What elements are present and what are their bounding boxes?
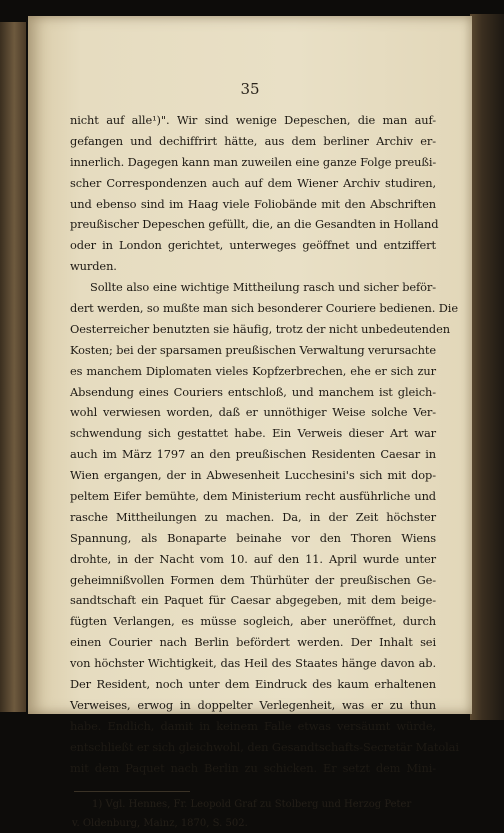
page-number: 35 xyxy=(240,80,260,98)
paragraph-1 xyxy=(70,110,439,277)
text-line: Absendung eines Couriers entschloß, und manchem ist gleich- xyxy=(70,384,436,399)
text-line: geheimnißvollen Formen dem Thürhüter der preußischen Ge- xyxy=(70,572,436,587)
left-page-edge xyxy=(0,22,26,712)
paragraph-2 xyxy=(70,277,459,778)
text-line: entschließt er sich gleichwohl, den Gesandtschafts-Secretär Matolai xyxy=(70,739,459,754)
text-line: habe. Endlich, damit in keinem Falle etwas versäumt würde, xyxy=(70,718,436,733)
text-line: rasche Mittheilungen zu machen. Da, in der Zeit höchster xyxy=(70,509,436,524)
body-text xyxy=(70,110,459,779)
text-line: scher Correspondenzen auch auf dem Wiener Archiv studiren, xyxy=(70,175,436,190)
text-line: es manchem Diplomaten vieles Kopfzerbrechen, ehe er sich zur xyxy=(70,363,436,378)
text-line: Wien ergangen, der in Abwesenheit Lucchesini's sich mit dop- xyxy=(70,468,436,483)
text-line: schwendung sich gestattet habe. Ein Verweis dieser Art war xyxy=(70,426,436,441)
text-line: Verweises, erwog in doppelter Verlegenheit, was er zu thun xyxy=(70,697,436,712)
text-line: fügten Verlangen, es müsse sogleich, aber uneröffnet, durch xyxy=(70,614,436,629)
text-line: peltem Eifer bemühte, dem Ministerium recht ausführliche und xyxy=(70,489,436,504)
text-line: wohl verwiesen worden, daß er unnöthiger Weise solche Ver- xyxy=(70,405,436,420)
book-page xyxy=(28,16,472,829)
book-fore-edge xyxy=(470,14,504,720)
text-line: Sollte also eine wichtige Mittheilung rasch und sicher beför- xyxy=(90,280,436,295)
text-line: innerlich. Dagegen kann man zuweilen eine ganze Folge preußi- xyxy=(70,154,437,169)
text-line: drohte, in der Nacht vom 10. auf den 11. April wurde unter xyxy=(70,551,436,566)
text-line: von höchster Wichtigkeit, das Heil des Staates hänge davon ab. xyxy=(70,656,436,671)
text-line: nicht auf alle¹)". Wir sind wenige Depeschen, die man auf- xyxy=(70,113,436,127)
text-line: gefangen und dechiffrirt hätte, aus dem berliner Archiv er- xyxy=(70,133,436,148)
footnote-line: v. Oldenburg, Mainz, 1870, S. 502. xyxy=(72,818,248,829)
text-line: sandtschaft ein Paquet für Caesar abgegeben, mit dem beige- xyxy=(70,593,436,608)
footnotes xyxy=(72,795,434,833)
footnote-rule xyxy=(74,791,190,792)
text-line: oder in London gerichtet, unterweges geöffnet und entziffert xyxy=(70,238,436,253)
text-line: mit dem Paquet nach Berlin zu schicken. Er setzt dem Mini- xyxy=(70,760,436,775)
text-line: Kosten; bei der sparsamen preußischen Verwaltung verursachte xyxy=(70,342,437,357)
text-line: preußischer Depeschen gefüllt, die, an die Gesandten in Holland xyxy=(70,217,439,232)
text-line: wurden. xyxy=(70,259,117,274)
text-line: auch im März 1797 an den preußischen Residenten Caesar in xyxy=(70,447,436,462)
text-line: Oesterreicher benutzten sie häufig, trotz der nicht unbedeutenden xyxy=(70,321,450,336)
text-line: einen Courier nach Berlin befördert werden. Der Inhalt sei xyxy=(70,635,436,650)
footnote-line: 1) Vgl. Hennes, Fr. Leopold Graf zu Stolberg und Herzog Peter xyxy=(92,799,412,810)
text-line: Der Resident, noch unter dem Eindruck des kaum erhaltenen xyxy=(70,677,436,692)
text-line: Spannung, als Bonaparte beinahe vor den Thoren Wiens xyxy=(70,530,436,545)
text-line: und ebenso sind im Haag viele Foliobände mit den Abschriften xyxy=(70,196,436,211)
text-line: dert werden, so mußte man sich besonderer Couriere bedienen. Die xyxy=(70,301,458,316)
